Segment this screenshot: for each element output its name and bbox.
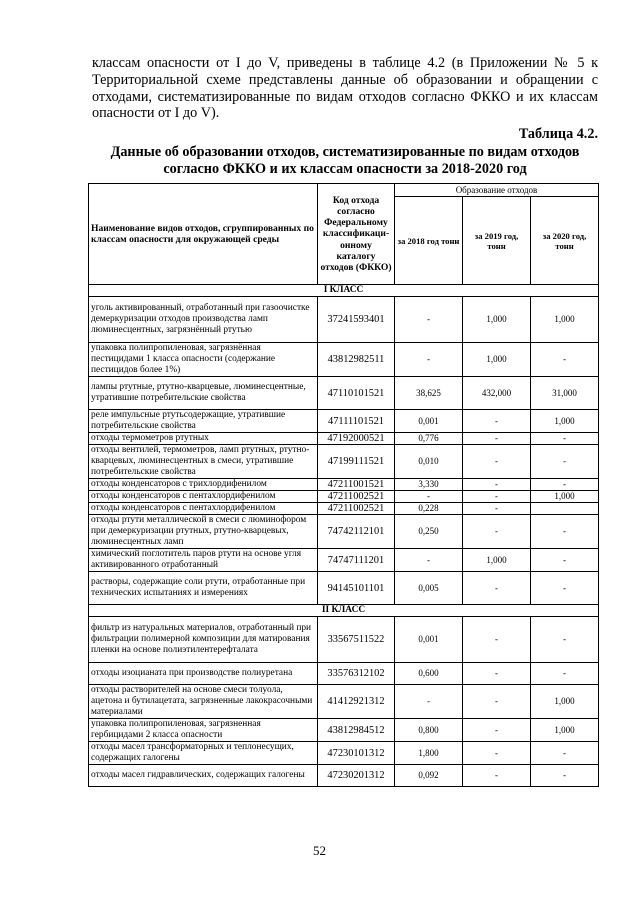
value-2019-cell: 1,000: [463, 297, 531, 343]
waste-name-cell: отходы масел трансформаторных и теплонесущих, содержащих галогены: [89, 742, 318, 765]
header-formation: Образование отходов: [395, 184, 599, 197]
value-2018-cell: -: [395, 491, 463, 503]
value-2019-cell: -: [463, 719, 531, 742]
waste-name-cell: отходы масел гидравлических, содержащих галогены: [89, 765, 318, 787]
waste-code-cell: 47110101521: [318, 377, 395, 410]
table-row: [89, 410, 599, 433]
value-2018-cell: 0,776: [395, 433, 463, 445]
waste-name-cell: упаковка полипропиленовая, загрязнённая пестицидами 1 класса опасности (содержание пестицидов более 1%): [89, 343, 318, 377]
header-2018: за 2018 год тонн: [395, 197, 463, 285]
waste-name-cell: фильтр из натуральных материалов, отработанный при фильтрации полимерной композиции для матирования пленки на основе полиэтилентерефталата: [89, 617, 318, 663]
waste-code-cell: 41412921312: [318, 685, 395, 719]
table-row: [89, 685, 599, 719]
value-2018-cell: 0,600: [395, 663, 463, 685]
value-2019-cell: -: [463, 663, 531, 685]
table-row: [89, 719, 599, 742]
value-2019-cell: -: [463, 572, 531, 605]
value-2020-cell: -: [531, 445, 599, 479]
table-row: [89, 572, 599, 605]
table-row: [89, 617, 599, 663]
table-row: [89, 663, 599, 685]
value-2019-cell: -: [463, 617, 531, 663]
section-title: II КЛАСС: [89, 605, 599, 617]
table-label: Таблица 4.2.: [518, 126, 598, 142]
value-2019-cell: 432,000: [463, 377, 531, 410]
table-row: [89, 515, 599, 549]
value-2020-cell: -: [531, 572, 599, 605]
waste-name-cell: уголь активированный, отработанный при газоочистке демеркуризации отходов производства ламп люминесцентных, загрязнённый ртутью: [89, 297, 318, 343]
waste-code-cell: 47199111521: [318, 445, 395, 479]
table-row: [89, 479, 599, 491]
value-2018-cell: 0,001: [395, 410, 463, 433]
page-number: 52: [313, 843, 326, 858]
waste-name-cell: упаковка полипропиленовая, загрязненная гербицидами 2 класса опасности: [89, 719, 318, 742]
waste-code-cell: 47192000521: [318, 433, 395, 445]
section-title: I КЛАСС: [89, 285, 599, 297]
value-2020-cell: -: [531, 549, 599, 572]
value-2020-cell: 1,000: [531, 410, 599, 433]
waste-name-cell: химический поглотитель паров ртути на основе угля активированного отработанный: [89, 549, 318, 572]
table-row: [89, 549, 599, 572]
value-2020-cell: 1,000: [531, 491, 599, 503]
value-2018-cell: -: [395, 343, 463, 377]
waste-table: [88, 183, 599, 787]
waste-code-cell: 33576312102: [318, 663, 395, 685]
waste-code-cell: 47230101312: [318, 742, 395, 765]
value-2019-cell: -: [463, 410, 531, 433]
value-2020-cell: -: [531, 663, 599, 685]
waste-code-cell: 47211002521: [318, 491, 395, 503]
waste-name-cell: отходы термометров ртутных: [89, 433, 318, 445]
value-2018-cell: 0,250: [395, 515, 463, 549]
waste-code-cell: 43812984512: [318, 719, 395, 742]
section-header-row: [89, 285, 599, 297]
waste-code-cell: 43812982511: [318, 343, 395, 377]
header-2020: за 2020 год, тонн: [531, 197, 599, 285]
value-2018-cell: 3,330: [395, 479, 463, 491]
value-2018-cell: 0,800: [395, 719, 463, 742]
waste-name-cell: отходы растворителей на основе смеси толуола, ацетона и бутилацетата, загрязненные лакокрасочными материалами: [89, 685, 318, 719]
table-row: [89, 742, 599, 765]
value-2018-cell: 1,800: [395, 742, 463, 765]
table-row: [89, 503, 599, 515]
value-2019-cell: -: [463, 445, 531, 479]
header-name: Наименование видов отходов, сгруппированных по классам опасности для окружающей среды: [89, 184, 318, 285]
value-2019-cell: -: [463, 685, 531, 719]
section-header-row: [89, 605, 599, 617]
table-caption: Данные об образовании отходов, систематизированные по видам отходов согласно ФККО и их классам опасности за 2018-2020 год: [110, 144, 580, 177]
waste-code-cell: 47211001521: [318, 479, 395, 491]
waste-code-cell: 47230201312: [318, 765, 395, 787]
intro-paragraph: классам опасности от I до V, приведены в таблице 4.2 (в Приложении № 5 к Территориальной схеме представлены данные об образовании и обращении с отходами, систематизированные по видам отходов согласно ФККО и их классам опасности от I до V).: [92, 55, 598, 122]
value-2019-cell: 1,000: [463, 343, 531, 377]
table-row: [89, 765, 599, 787]
value-2020-cell: 31,000: [531, 377, 599, 410]
value-2018-cell: 38,625: [395, 377, 463, 410]
value-2018-cell: -: [395, 297, 463, 343]
waste-name-cell: растворы, содержащие соли ртути, отработанные при технических испытаниях и измерениях: [89, 572, 318, 605]
value-2018-cell: 0,228: [395, 503, 463, 515]
value-2018-cell: 0,010: [395, 445, 463, 479]
waste-code-cell: 33567511522: [318, 617, 395, 663]
value-2019-cell: -: [463, 491, 531, 503]
value-2018-cell: 0,005: [395, 572, 463, 605]
waste-name-cell: отходы конденсаторов с трихлордифенилом: [89, 479, 318, 491]
value-2020-cell: -: [531, 479, 599, 491]
header-code: Код отхода согласно Федеральному классификаци- онному каталогу отходов (ФККО): [318, 184, 395, 285]
value-2020-cell: -: [531, 433, 599, 445]
value-2020-cell: 1,000: [531, 719, 599, 742]
value-2018-cell: 0,092: [395, 765, 463, 787]
value-2018-cell: -: [395, 549, 463, 572]
table-row: [89, 297, 599, 343]
waste-code-cell: 37241593401: [318, 297, 395, 343]
waste-code-cell: 74742112101: [318, 515, 395, 549]
waste-code-cell: 74747111201: [318, 549, 395, 572]
value-2019-cell: -: [463, 742, 531, 765]
value-2020-cell: -: [531, 515, 599, 549]
table-row: [89, 445, 599, 479]
waste-name-cell: отходы вентилей, термометров, ламп ртутных, ртутно-кварцевых, люминесцентных в смеси, утратившие потребительские свойства: [89, 445, 318, 479]
waste-name-cell: реле импульсные ртутьсодержащие, утратившие потребительские свойства: [89, 410, 318, 433]
value-2020-cell: -: [531, 742, 599, 765]
waste-name-cell: отходы изоцианата при производстве полиуретана: [89, 663, 318, 685]
value-2020-cell: -: [531, 617, 599, 663]
waste-code-cell: 94145101101: [318, 572, 395, 605]
value-2019-cell: -: [463, 479, 531, 491]
header-2019: за 2019 год, тонн: [463, 197, 531, 285]
table-row: [89, 491, 599, 503]
waste-name-cell: отходы ртути металлической в смеси с люминофором при демеркуризации ртутных, ртутно-кварцевых, люминесцентных ламп: [89, 515, 318, 549]
value-2019-cell: -: [463, 765, 531, 787]
value-2020-cell: 1,000: [531, 297, 599, 343]
value-2019-cell: -: [463, 515, 531, 549]
value-2020-cell: [531, 503, 599, 515]
waste-code-cell: 47111101521: [318, 410, 395, 433]
value-2020-cell: -: [531, 343, 599, 377]
value-2018-cell: -: [395, 685, 463, 719]
table-row: [89, 343, 599, 377]
value-2020-cell: 1,000: [531, 685, 599, 719]
value-2018-cell: 0,001: [395, 617, 463, 663]
value-2020-cell: -: [531, 765, 599, 787]
waste-name-cell: отходы конденсаторов с пентахлордифенилом: [89, 503, 318, 515]
waste-name-cell: отходы конденсаторов с пентахлордифенилом: [89, 491, 318, 503]
value-2019-cell: -: [463, 433, 531, 445]
table-body: [89, 285, 599, 787]
table-row: [89, 377, 599, 410]
table-row: [89, 433, 599, 445]
waste-code-cell: 47211002521: [318, 503, 395, 515]
value-2019-cell: 1,000: [463, 549, 531, 572]
value-2019-cell: -: [463, 503, 531, 515]
waste-name-cell: лампы ртутные, ртутно-кварцевые, люминесцентные, утратившие потребительские свойства: [89, 377, 318, 410]
